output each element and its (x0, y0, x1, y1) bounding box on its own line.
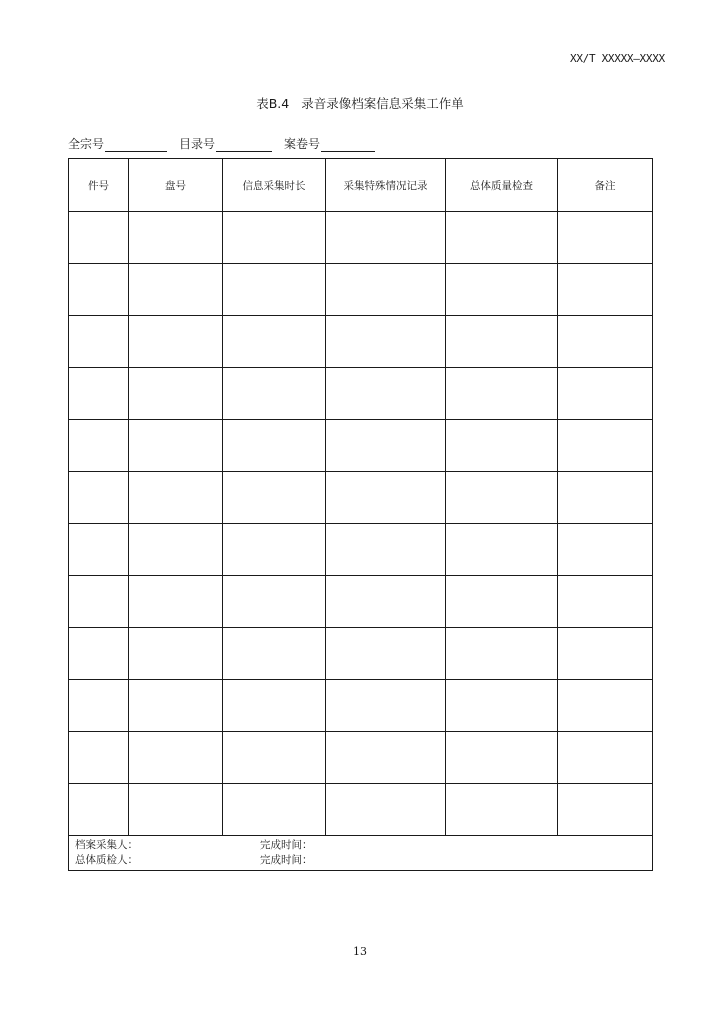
table-cell[interactable] (223, 576, 326, 628)
page-number: 13 (353, 945, 367, 958)
table-cell[interactable] (223, 472, 326, 524)
table-cell[interactable] (446, 472, 558, 524)
table-title-text: 录音录像档案信息采集工作单 (301, 96, 464, 111)
table-row (69, 212, 653, 264)
file-number-field (284, 135, 375, 152)
table-cell[interactable] (223, 316, 326, 368)
table-cell[interactable] (326, 680, 446, 732)
table-cell[interactable] (129, 576, 223, 628)
table-row (69, 628, 653, 680)
table-cell[interactable] (69, 264, 129, 316)
table-cell[interactable] (129, 784, 223, 836)
inspector-time-label: 完成时间： (260, 854, 313, 866)
table-cell[interactable] (558, 628, 653, 680)
table-cell[interactable] (558, 524, 653, 576)
table-cell[interactable] (446, 368, 558, 420)
standard-code: XX/T XXXXX—XXXX (570, 52, 665, 65)
archive-fields (68, 135, 375, 152)
column-header-remarks: 备注 (558, 159, 653, 212)
table-cell[interactable] (129, 680, 223, 732)
collection-worksheet-table (68, 158, 653, 871)
table-row (69, 524, 653, 576)
table-cell[interactable] (326, 784, 446, 836)
table-cell[interactable] (558, 368, 653, 420)
table-cell[interactable] (326, 472, 446, 524)
table-cell[interactable] (69, 628, 129, 680)
signature-footer (69, 836, 653, 871)
table-cell[interactable] (446, 420, 558, 472)
table-cell[interactable] (558, 680, 653, 732)
column-header-reel-number: 盘号 (129, 159, 223, 212)
table-cell[interactable] (223, 212, 326, 264)
table-row (69, 784, 653, 836)
table-row (69, 680, 653, 732)
table-cell[interactable] (69, 420, 129, 472)
table-cell[interactable] (69, 576, 129, 628)
table-cell[interactable] (558, 784, 653, 836)
file-number-label: 案卷号 (284, 137, 321, 151)
table-header-row (69, 159, 653, 212)
table-cell[interactable] (326, 732, 446, 784)
table-row (69, 316, 653, 368)
table-body (69, 212, 653, 871)
table-cell[interactable] (69, 316, 129, 368)
table-cell[interactable] (558, 472, 653, 524)
table-cell[interactable] (129, 264, 223, 316)
column-header-quality-check: 总体质量检查 (446, 159, 558, 212)
table-cell[interactable] (446, 628, 558, 680)
table-cell[interactable] (326, 524, 446, 576)
collector-time-label: 完成时间： (260, 839, 313, 851)
table-cell[interactable] (129, 316, 223, 368)
table-cell[interactable] (223, 784, 326, 836)
table-cell[interactable] (446, 732, 558, 784)
table-cell[interactable] (69, 472, 129, 524)
table-cell[interactable] (223, 732, 326, 784)
table-cell[interactable] (223, 628, 326, 680)
table-cell[interactable] (129, 524, 223, 576)
table-cell[interactable] (558, 264, 653, 316)
table-row (69, 420, 653, 472)
table-cell[interactable] (129, 368, 223, 420)
table-cell[interactable] (558, 420, 653, 472)
column-header-duration: 信息采集时长 (223, 159, 326, 212)
table-row (69, 732, 653, 784)
table-row (69, 264, 653, 316)
table-cell[interactable] (223, 420, 326, 472)
table-cell[interactable] (326, 212, 446, 264)
fonds-number-blank[interactable] (105, 139, 167, 152)
table-cell[interactable] (129, 420, 223, 472)
table-title (0, 94, 720, 112)
file-number-blank[interactable] (321, 139, 375, 152)
table-cell[interactable] (446, 212, 558, 264)
table-cell[interactable] (129, 732, 223, 784)
table-cell[interactable] (446, 524, 558, 576)
table-row (69, 576, 653, 628)
table-cell[interactable] (446, 784, 558, 836)
table-cell[interactable] (129, 472, 223, 524)
table-cell[interactable] (223, 264, 326, 316)
table-cell[interactable] (223, 524, 326, 576)
table-number: 表B.4 (256, 96, 290, 111)
table-cell[interactable] (446, 576, 558, 628)
table-cell[interactable] (326, 368, 446, 420)
table-cell[interactable] (326, 420, 446, 472)
table-cell[interactable] (558, 576, 653, 628)
collector-label: 档案采集人： (75, 839, 138, 851)
table-cell[interactable] (69, 680, 129, 732)
column-header-special-notes: 采集特殊情况记录 (326, 159, 446, 212)
catalog-number-blank[interactable] (216, 139, 272, 152)
table-cell[interactable] (326, 316, 446, 368)
table-cell[interactable] (558, 316, 653, 368)
table-cell[interactable] (558, 732, 653, 784)
catalog-number-label: 目录号 (179, 137, 216, 151)
table-cell[interactable] (129, 628, 223, 680)
table-cell[interactable] (129, 212, 223, 264)
inspector-label: 总体质检人： (75, 854, 138, 866)
table-cell[interactable] (69, 784, 129, 836)
table-cell[interactable] (326, 264, 446, 316)
table-cell[interactable] (69, 732, 129, 784)
fonds-number-field (68, 135, 179, 152)
table-cell[interactable] (446, 680, 558, 732)
fonds-number-label: 全宗号 (68, 137, 105, 151)
table-cell[interactable] (223, 368, 326, 420)
table-cell[interactable] (446, 264, 558, 316)
catalog-number-field (179, 135, 284, 152)
table-cell[interactable] (558, 212, 653, 264)
table-cell[interactable] (69, 524, 129, 576)
column-header-item-number: 件号 (69, 159, 129, 212)
table-cell[interactable] (326, 576, 446, 628)
table-cell[interactable] (69, 212, 129, 264)
table-cell[interactable] (69, 368, 129, 420)
table-cell[interactable] (326, 628, 446, 680)
table-footer-row (69, 836, 653, 871)
table-row (69, 368, 653, 420)
table-cell[interactable] (446, 316, 558, 368)
table-row (69, 472, 653, 524)
table-cell[interactable] (223, 680, 326, 732)
